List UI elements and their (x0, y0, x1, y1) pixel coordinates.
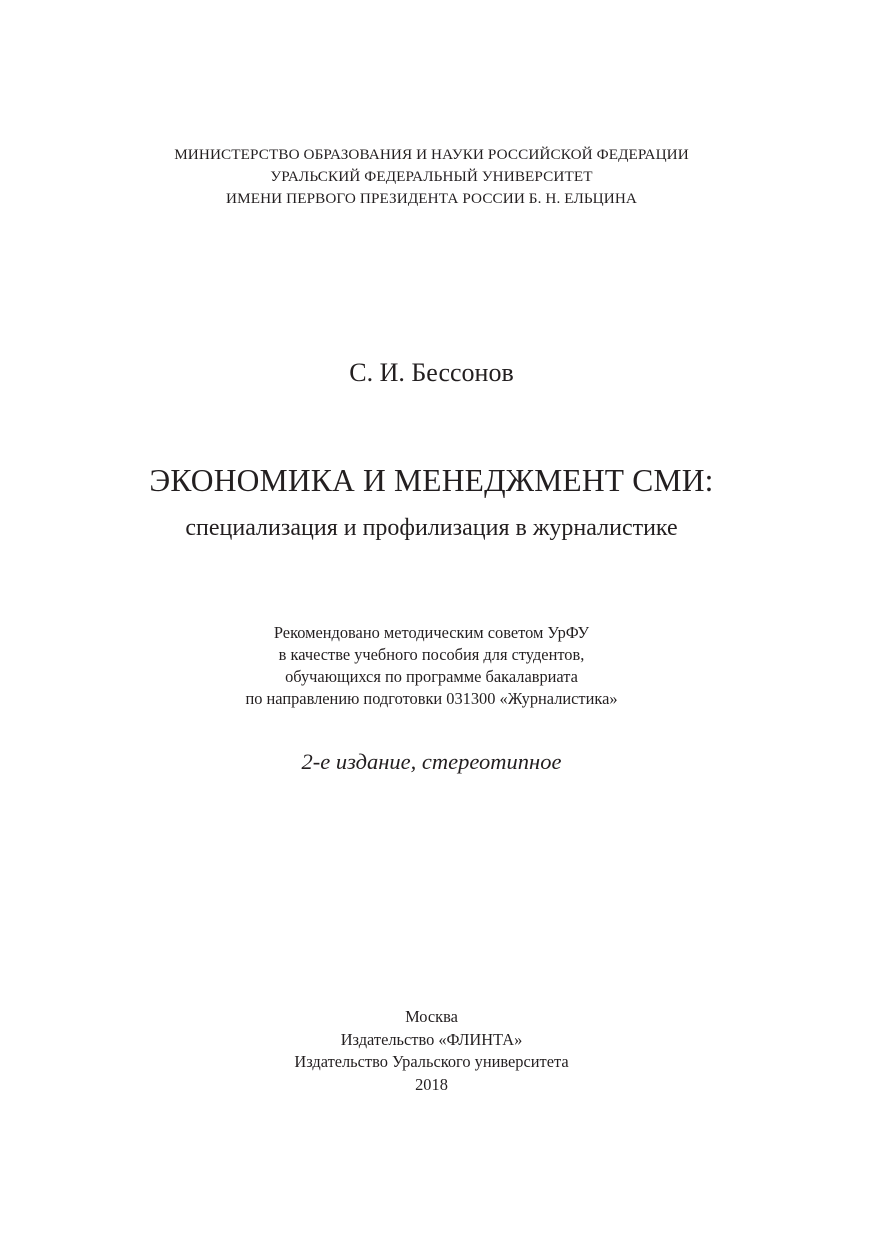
ministry-line: МИНИСТЕРСТВО ОБРАЗОВАНИЯ И НАУКИ РОССИЙСКОЙ ФЕДЕРАЦИИ (174, 146, 689, 163)
recommendation-line: Рекомендовано методическим советом УрФУ (273, 623, 590, 642)
imprint-city: Москва (405, 1007, 458, 1026)
recommendation-note (0, 622, 875, 710)
institution-header (0, 144, 875, 210)
imprint (0, 1006, 875, 1096)
edition-note: 2-е издание, стереотипное (301, 749, 562, 774)
university-line: УРАЛЬСКИЙ ФЕДЕРАЛЬНЫЙ УНИВЕРСИТЕТ (270, 168, 593, 185)
imprint-year: 2018 (415, 1074, 448, 1094)
imprint-publisher: Издательство «ФЛИНТА» (340, 1029, 523, 1049)
imprint-publisher: Издательство Уральского университета (294, 1052, 569, 1071)
author-name: С. И. Бессонов (349, 358, 514, 387)
recommendation-line: обучающихся по программе бакалавриата (285, 667, 578, 686)
recommendation-line: в качестве учебного пособия для студентов, (278, 645, 585, 664)
university-name-line: ИМЕНИ ПЕРВОГО ПРЕЗИДЕНТА РОССИИ Б. Н. ЕЛЬЦИНА (226, 190, 637, 207)
recommendation-line: по направлению подготовки 031300 «Журналистика» (245, 689, 618, 708)
book-subtitle: специализация и профилизация в журналистике (185, 515, 678, 541)
book-title: ЭКОНОМИКА И МЕНЕДЖМЕНТ СМИ: (149, 463, 714, 498)
